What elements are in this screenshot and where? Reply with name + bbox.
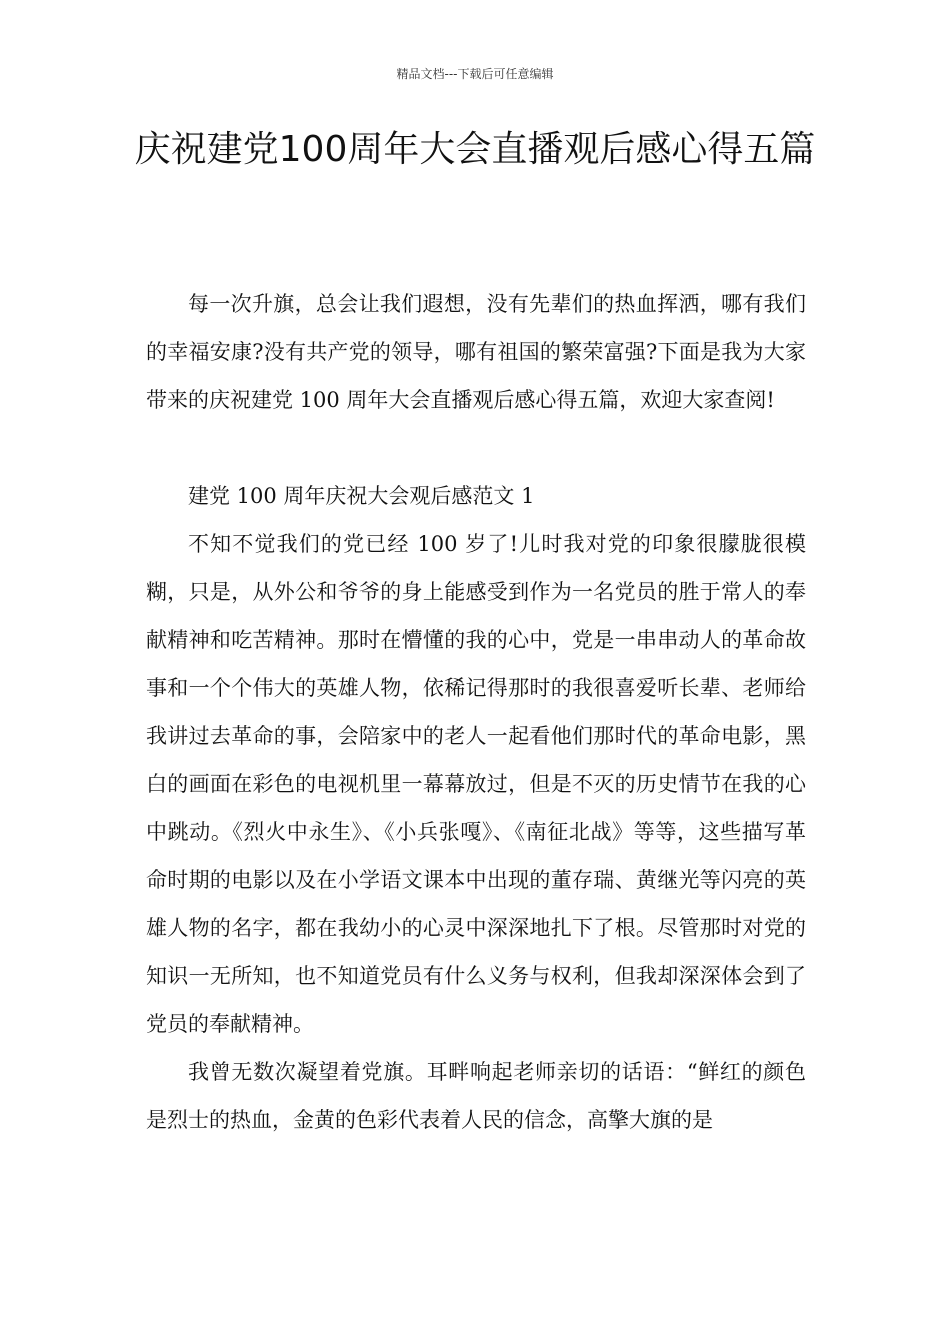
body-paragraph-2: 我曾无数次凝望着党旗。耳畔响起老师亲切的话语：“鲜红的颜色是烈士的热血，金黄的色彩代表着人民的信念，高擎大旗的是 (146, 1060, 806, 1132)
section-heading: 建党 100 周年庆祝大会观后感范文 1 (188, 484, 535, 508)
intro-paragraph: 每一次升旗，总会让我们遐想，没有先辈们的热血挥洒，哪有我们的幸福安康?没有共产党的领导，哪有祖国的繁荣富强?下面是我为大家带来的庆祝建党 100 周年大会直播观后感心得五篇，欢迎大家查阅! (146, 292, 806, 412)
document-body (146, 280, 806, 1144)
document-title: 庆祝建党100周年大会直播观后感心得五篇 (134, 129, 816, 170)
body-paragraph-1: 不知不觉我们的党已经 100 岁了!儿时我对党的印象很朦胧很模糊，只是，从外公和爷爷的身上能感受到作为一名党员的胜于常人的奉献精神和吃苦精神。那时在懵懂的我的心中，党是一串串动人的革命故事和一个个伟大的英雄人物，依稀记得那时的我很喜爱听长辈、老师给我讲过去革命的事，会陪家中的老人一起看他们那时代的革命电影，黑白的画面在彩色的电视机里一幕幕放过，但是不灭的历史情节在我的心中跳动。《烈火中永生》、《小兵张嘎》、《南征北战》等等，这些描写革命时期的电影以及在小学语文课本中出现的董存瑞、黄继光等闪亮的英雄人物的名字，都在我幼小的心灵中深深地扎下了根。尽管那时对党的知识一无所知，也不知道党员有什么义务与权利，但我却深深体会到了党员的奉献精神。 (146, 532, 806, 1036)
page-header-note: 精品文档---下载后可任意编辑 (396, 67, 554, 81)
paragraph-spacer (146, 424, 806, 472)
